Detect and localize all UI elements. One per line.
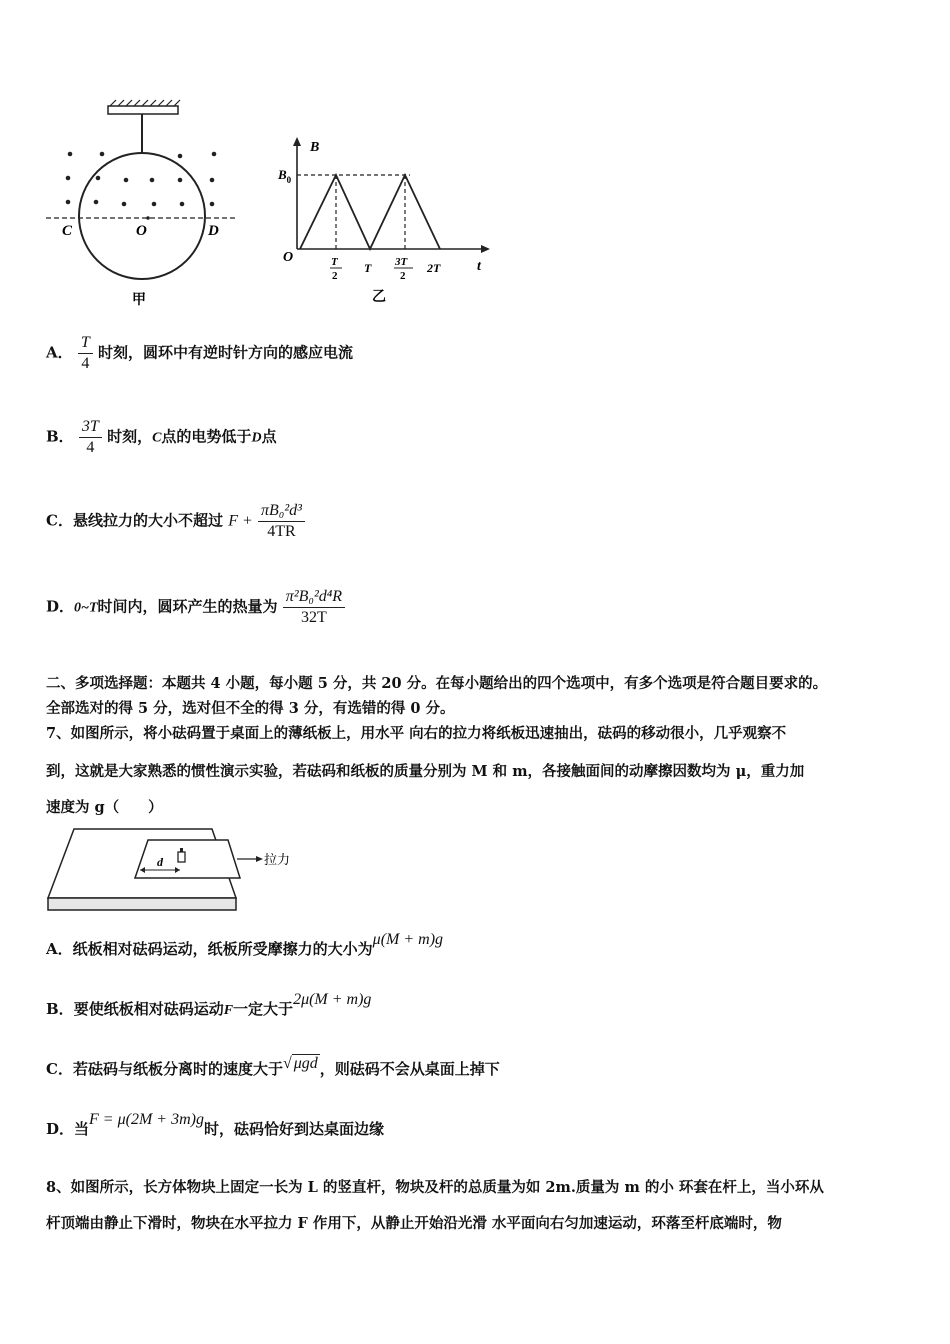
option-text: 时刻，圆环中有逆时针方向的感应电流 <box>98 343 354 362</box>
d-label: d <box>157 855 163 869</box>
option-letter: B． <box>46 1000 74 1018</box>
b0-subscript: 0 <box>286 175 292 185</box>
option-text: 时间内，圆环产生的热量为 <box>97 597 278 616</box>
axis-x-label: t <box>477 259 481 274</box>
b-t-triangle-wave <box>300 175 440 249</box>
option-text: 纸板相对砝码运动，纸板所受摩擦力的大小为 <box>72 940 373 958</box>
q8-line2: 杆顶端由静止下滑时，物块在水平拉力 F 作用下，从静止开始沿光滑 水平面向右匀加速运动，环落至杆底端时，物 <box>46 1215 782 1232</box>
figure-q7-paper-board <box>44 826 304 914</box>
magnetic-field-dots <box>66 152 217 220</box>
tick-t2-den: 2 <box>332 270 338 282</box>
b0-label: B <box>278 167 287 182</box>
q6-option-c <box>46 502 305 541</box>
tick-t: T <box>364 261 372 275</box>
option-text: 悬线拉力的大小不超过 <box>72 511 223 530</box>
option-letter: D． <box>46 1120 75 1138</box>
math-expression: F = μ(2M + 3m)g <box>89 1111 204 1128</box>
option-letter: B． <box>46 427 74 446</box>
sqrt-expression: √ μgd <box>282 1055 318 1072</box>
math-f-plus: F + <box>228 512 253 530</box>
label-o: O <box>136 223 147 239</box>
q6-option-d <box>46 588 345 627</box>
option-letter: C． <box>46 1060 73 1078</box>
q7-option-c: C．若砝码与纸板分离时的速度大于√ μgd ，则砝码不会从桌面上掉下 <box>46 1055 500 1078</box>
option-letter: D． <box>46 597 75 616</box>
section2-line2: 全部选对的得 5 分，选对但不全的得 3 分，有选错的得 0 分。 <box>46 700 455 717</box>
caption-yi: 乙 <box>372 290 386 305</box>
q7-option-a <box>46 931 444 959</box>
q7-line1: 7、如图所示，将小砝码置于桌面上的薄纸板上，用水平 向右的拉力将纸板迅速抽出，砝码的移动很小，几乎观察不 <box>46 725 787 742</box>
option-letter: A． <box>46 343 73 362</box>
q7-line2: 到，这就是大家熟悉的惯性演示实验，若砝码和纸板的质量分别为 M 和 m，各接触面间的动摩擦因数均为 μ，重力加 <box>46 763 805 780</box>
q7-option-b: B．要使纸板相对砝码运动F一定大于2μ(M + m)g <box>46 991 372 1018</box>
origin-label: O <box>283 250 294 265</box>
figure-yi <box>275 135 500 310</box>
label-d: D <box>208 223 219 239</box>
axis-y-label: B <box>310 140 320 155</box>
svg-text:B0 <box>277 167 292 185</box>
fraction: $\frac{3T}{4}$ <box>79 418 102 457</box>
pull-label: 拉力 <box>264 852 291 867</box>
label-c: C <box>62 223 73 239</box>
fraction: $\frac{\text{π²B₀²d⁴R}}{32T}$ <box>283 588 345 627</box>
option-text: 要使纸板相对砝码运动 <box>73 1000 224 1018</box>
q7-line3: 速度为 g（ ） <box>46 799 163 816</box>
tick-3t2-den: 2 <box>400 270 406 282</box>
fraction: $\frac{T}{4}$ <box>78 334 93 373</box>
tick-2t: 2T <box>427 261 441 275</box>
tick-3t2-num: 3T <box>395 256 408 268</box>
q6-option-b: B． $\frac{3T}{4}$ 时刻，C点的电势低于D点 <box>46 418 277 456</box>
q7-option-d: D．当F = μ(2M + 3m)g时，砝码恰好到达桌面边缘 <box>46 1111 384 1138</box>
option-letter: A． <box>46 940 73 958</box>
tick-t2-num: T <box>331 256 338 268</box>
section2-line1: 二、多项选择题：本题共 4 小题，每小题 5 分，共 20 分。在每小题给出的四个选项中，有多个选项是符合题目要求的。 <box>46 675 828 692</box>
option-text: 若砝码与纸板分离时的速度大于 <box>72 1060 283 1078</box>
math-expression: 2μ(M + m)g <box>293 991 372 1008</box>
fraction: $\frac{\text{πB₀²d³}}{4TR}$ <box>258 502 305 541</box>
q6-option-a <box>46 334 353 373</box>
option-text: 时刻， <box>107 427 153 446</box>
math-expression: μ(M + m)g <box>372 931 444 948</box>
figure-jia <box>40 98 250 313</box>
time-range: 0~T <box>74 600 98 616</box>
q8-line1: 8、如图所示，长方体物块上固定一长为 L 的竖直杆，物块及杆的总质量为如 2m.质量为 m 的小 环套在杆上，当小环从 <box>46 1179 824 1196</box>
option-letter: C． <box>46 511 73 530</box>
option-text: 时，砝码恰好到达桌面边缘 <box>203 1120 384 1138</box>
caption-jia: 甲 <box>132 293 146 308</box>
